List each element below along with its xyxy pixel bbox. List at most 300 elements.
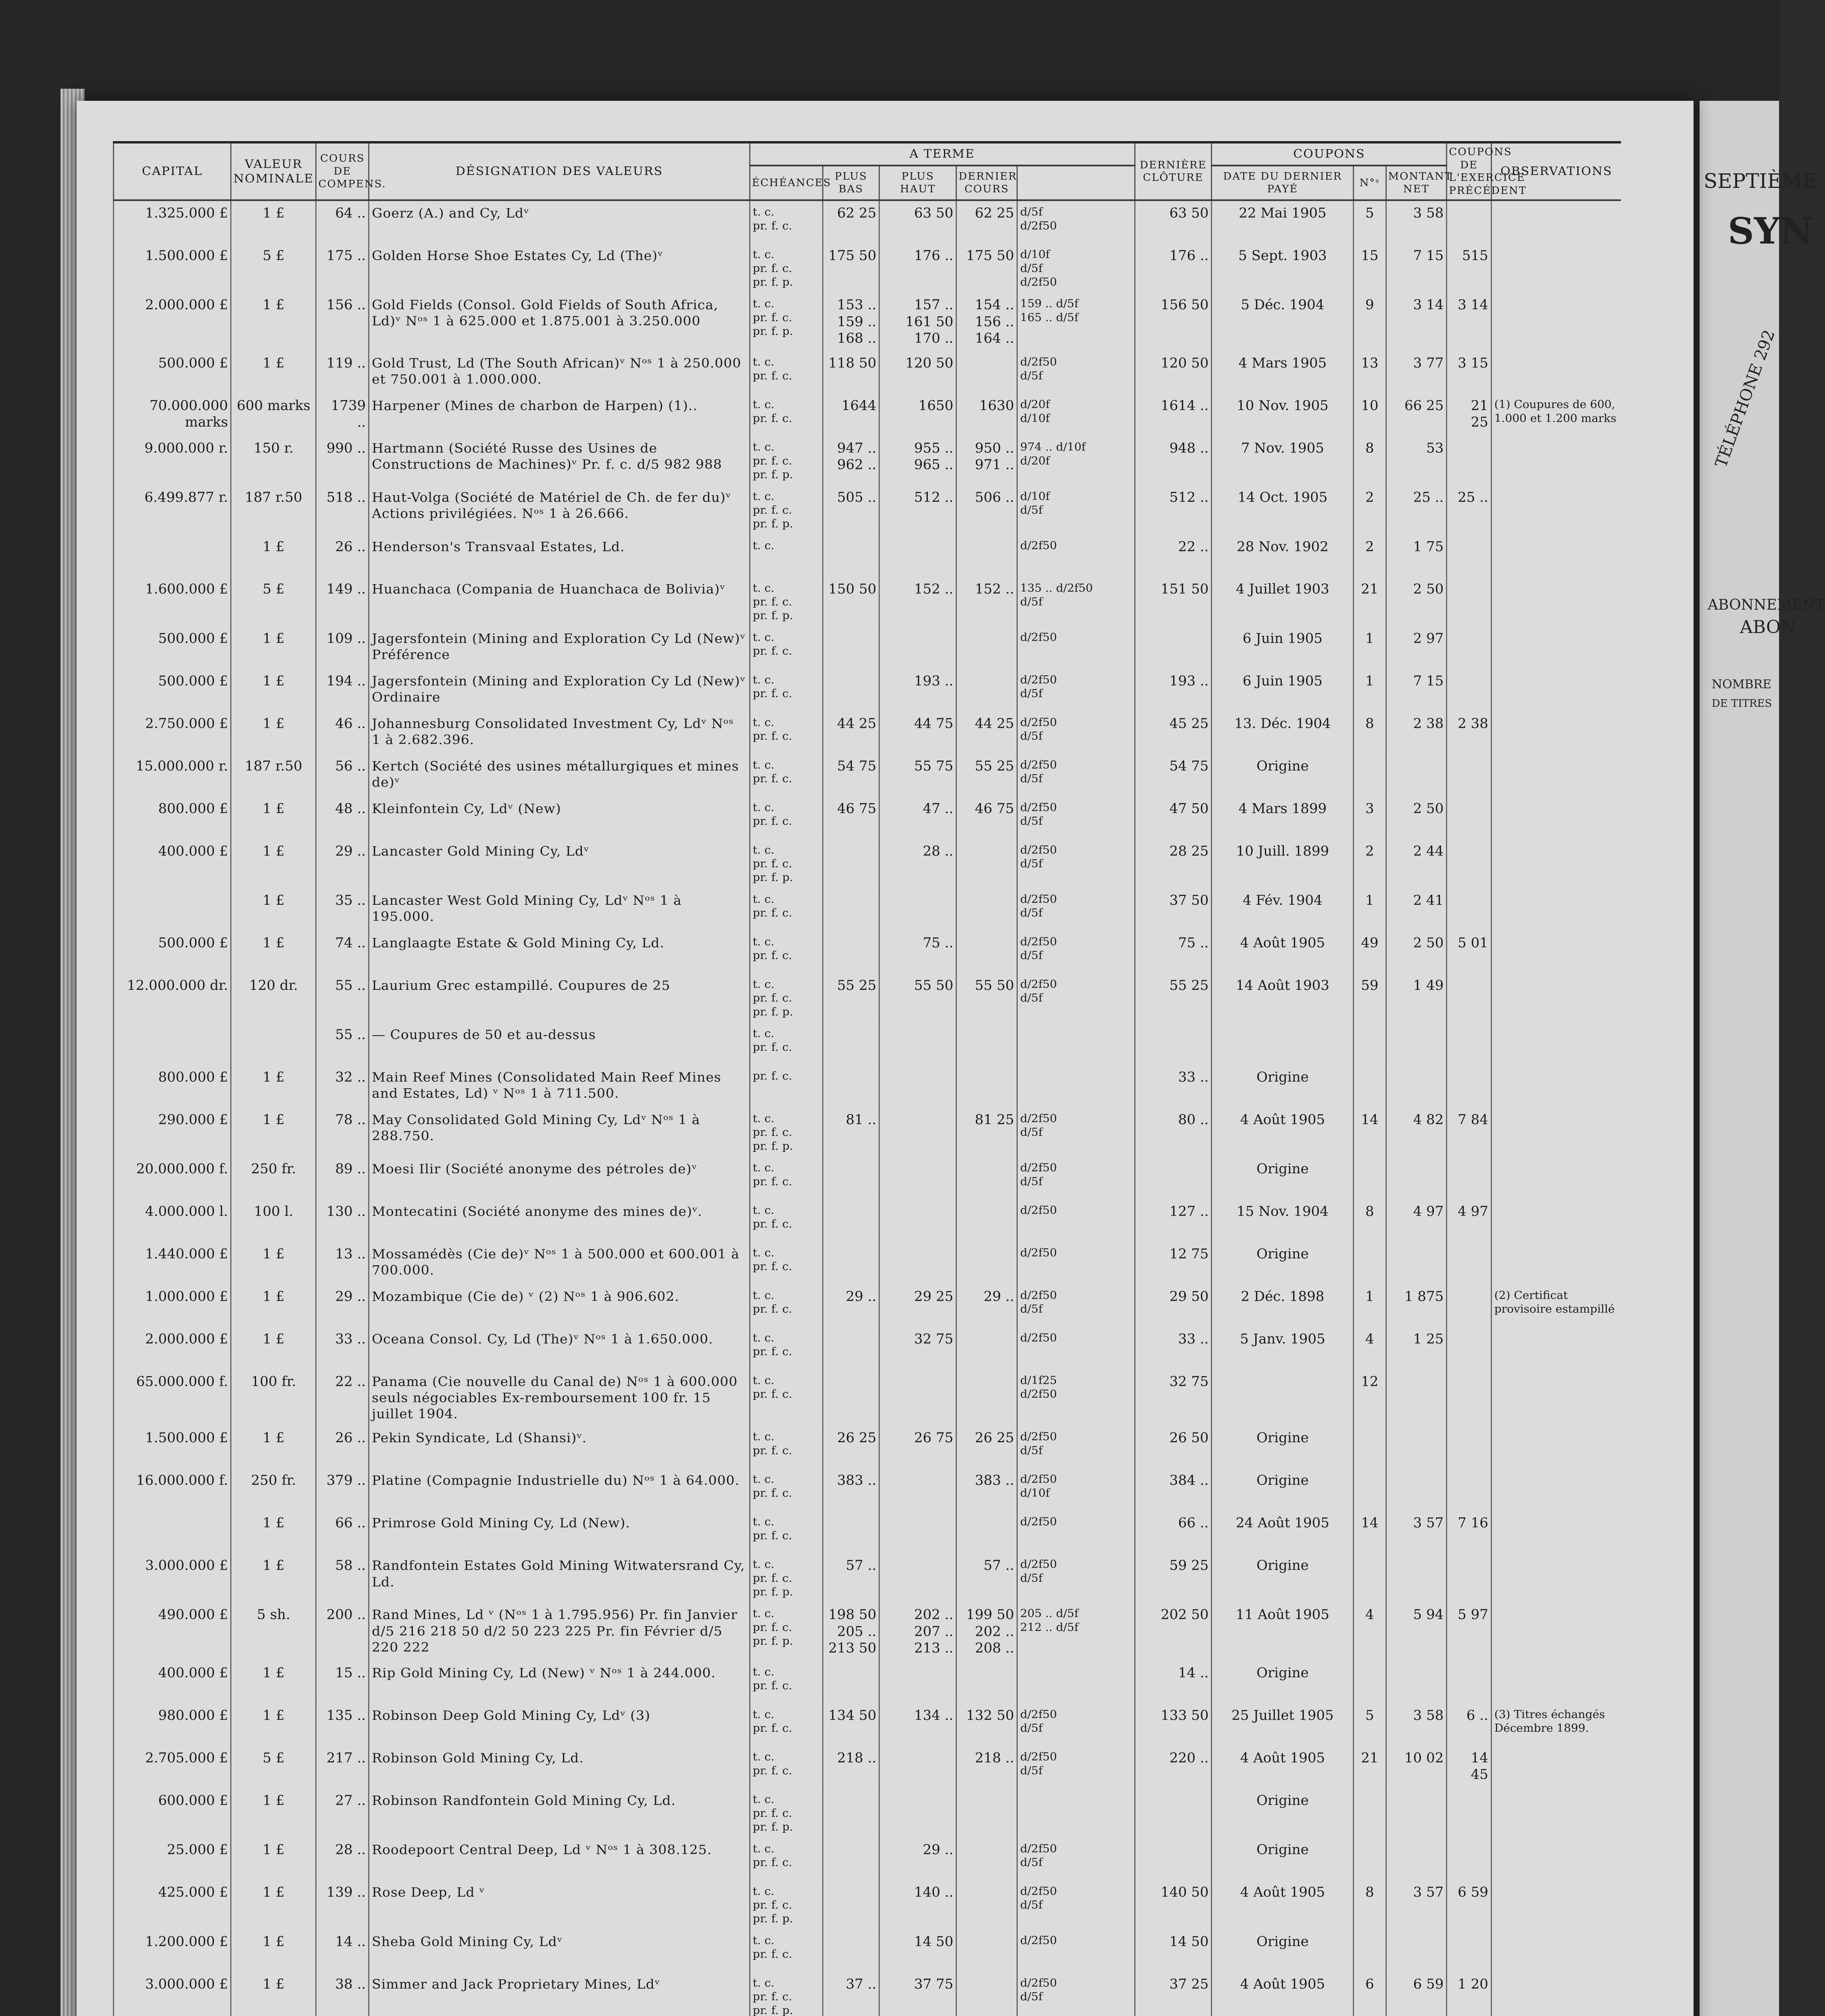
cell-montant: 6 59 xyxy=(1386,1972,1447,2016)
cell-cloture: 512 .. xyxy=(1135,485,1212,534)
cell-dernier xyxy=(956,1022,1017,1064)
cell-ech: t. c. xyxy=(750,534,823,577)
cell-no: 21 xyxy=(1354,577,1386,626)
cell-lp: d/2f50 d/10f xyxy=(1017,1468,1135,1511)
cell-prec xyxy=(1447,1327,1492,1369)
cell-montant xyxy=(1386,1426,1447,1468)
cell-cloture: 33 .. xyxy=(1135,1327,1212,1369)
cell-lp xyxy=(1017,1022,1135,1064)
cell-valeur: 150 r. xyxy=(231,436,316,485)
cell-date: 5 Déc. 1904 xyxy=(1212,293,1354,351)
cell-obs xyxy=(1491,669,1621,711)
cell-date: 5 Janv. 1905 xyxy=(1212,1327,1354,1369)
cell-ech: t. c. pr. f. c. xyxy=(750,669,823,711)
table-row xyxy=(114,1703,1621,1745)
cell-date: 28 Nov. 1902 xyxy=(1212,534,1354,577)
cell-cloture: 45 25 xyxy=(1135,711,1212,754)
cell-dernier xyxy=(956,888,1017,930)
cell-no: 49 xyxy=(1354,931,1386,973)
cell-lp: d/2f50 d/5f xyxy=(1017,669,1135,711)
cell-no: 10 xyxy=(1354,394,1386,436)
cell-prec xyxy=(1447,754,1492,796)
cell-prec xyxy=(1447,1284,1492,1327)
cell-haut xyxy=(879,1468,956,1511)
cell-bas xyxy=(823,1880,879,1929)
cell-date: 5 Sept. 1903 xyxy=(1212,244,1354,293)
cell-capital: 20.000.000 f. xyxy=(114,1156,231,1199)
cell-ech: t. c. pr. f. c. xyxy=(750,1661,823,1703)
cell-cloture: 120 50 xyxy=(1135,351,1212,393)
cell-cours: 89 .. xyxy=(316,1156,369,1199)
cell-designation: Mozambique (Cie de) ᵛ (2) Nᵒˢ 1 à 906.602. xyxy=(369,1284,750,1327)
cell-designation: Rip Gold Mining Cy, Ld (New) ᵛ Nᵒˢ 1 à 244.000. xyxy=(369,1661,750,1703)
cell-haut xyxy=(879,1746,956,1788)
cell-cours: 46 .. xyxy=(316,711,369,754)
cell-no: 8 xyxy=(1354,436,1386,485)
cell-bas: 37 .. xyxy=(823,1972,879,2016)
cell-date: 14 Oct. 1905 xyxy=(1212,485,1354,534)
cell-date: Origine xyxy=(1212,754,1354,796)
table-row xyxy=(114,244,1621,293)
cell-obs xyxy=(1491,1972,1621,2016)
cell-no xyxy=(1354,1065,1386,1107)
cell-lp: d/2f50 d/5f xyxy=(1017,1554,1135,1603)
cell-ech: t. c. pr. f. c. pr. f. p. xyxy=(750,293,823,351)
cell-valeur: 1 £ xyxy=(231,1284,316,1327)
cell-dernier: 81 25 xyxy=(956,1107,1017,1156)
cell-capital: 25.000 £ xyxy=(114,1837,231,1880)
cell-cloture: 133 50 xyxy=(1135,1703,1212,1745)
cell-no: 15 xyxy=(1354,244,1386,293)
cell-obs xyxy=(1491,1468,1621,1511)
cell-lp: d/10f d/5f d/2f50 xyxy=(1017,244,1135,293)
cell-obs: (2) Certificat provisoire estampillé xyxy=(1491,1284,1621,1327)
cell-obs xyxy=(1491,1107,1621,1156)
cell-capital xyxy=(114,1022,231,1064)
cell-ech: t. c. pr. f. c. pr. f. p. xyxy=(750,1880,823,1929)
cell-haut: 193 .. xyxy=(879,669,956,711)
cell-prec xyxy=(1447,436,1492,485)
cell-haut xyxy=(879,1661,956,1703)
cell-designation: Oceana Consol. Cy, Ld (The)ᵛ Nᵒˢ 1 à 1.650.000. xyxy=(369,1327,750,1369)
header-plus-bas: PLUS BAS xyxy=(823,166,879,200)
cell-haut xyxy=(879,1369,956,1426)
cell-prec xyxy=(1447,1426,1492,1468)
cell-no: 59 xyxy=(1354,973,1386,1022)
cell-prec xyxy=(1447,839,1492,888)
cell-valeur: 1 £ xyxy=(231,1426,316,1468)
cell-dernier xyxy=(956,1972,1017,2016)
cell-no xyxy=(1354,1241,1386,1284)
cell-lp: d/2f50 d/5f xyxy=(1017,754,1135,796)
cell-montant xyxy=(1386,754,1447,796)
cell-obs xyxy=(1491,1661,1621,1703)
cell-dernier xyxy=(956,1661,1017,1703)
cell-valeur: 1 £ xyxy=(231,1065,316,1107)
cell-prec xyxy=(1447,669,1492,711)
cell-lp: 205 .. d/5f 212 .. d/5f xyxy=(1017,1603,1135,1661)
cell-lp: d/2f50 xyxy=(1017,1511,1135,1553)
cell-montant xyxy=(1386,1788,1447,1837)
cell-haut: 140 .. xyxy=(879,1880,956,1929)
cell-date: Origine xyxy=(1212,1661,1354,1703)
cell-date: Origine xyxy=(1212,1241,1354,1284)
cell-haut xyxy=(879,1788,956,1837)
cell-capital: 9.000.000 r. xyxy=(114,436,231,485)
table-row xyxy=(114,1369,1621,1426)
table-row xyxy=(114,1511,1621,1553)
cell-dernier xyxy=(956,1880,1017,1929)
cell-obs xyxy=(1491,1156,1621,1199)
cell-cloture: 202 50 xyxy=(1135,1603,1212,1661)
cell-montant: 3 58 xyxy=(1386,1703,1447,1745)
cell-ech: t. c. pr. f. c. pr. f. p. xyxy=(750,244,823,293)
cell-designation: Haut-Volga (Société de Matériel de Ch. de fer du)ᵛ Actions privilégiées. Nᵒˢ 1 à 26.666. xyxy=(369,485,750,534)
cell-haut xyxy=(879,1022,956,1064)
cell-obs xyxy=(1491,1426,1621,1468)
cell-bas xyxy=(823,888,879,930)
cell-valeur: 1 £ xyxy=(231,200,316,244)
cell-lp: d/2f50 d/5f xyxy=(1017,1837,1135,1880)
cell-no: 21 xyxy=(1354,1746,1386,1788)
cell-bas xyxy=(823,1241,879,1284)
cell-valeur: 1 £ xyxy=(231,1554,316,1603)
cell-cours: 990 .. xyxy=(316,436,369,485)
cell-designation: Jagersfontein (Mining and Exploration Cy Ld (New)ᵛ Préférence xyxy=(369,626,750,669)
cell-montant: 1 75 xyxy=(1386,534,1447,577)
cell-obs xyxy=(1491,888,1621,930)
cell-cloture: 176 .. xyxy=(1135,244,1212,293)
cell-prec: 5 01 xyxy=(1447,931,1492,973)
cell-date: 22 Mai 1905 xyxy=(1212,200,1354,244)
cell-obs xyxy=(1491,1022,1621,1064)
cell-no xyxy=(1354,1022,1386,1064)
cell-cloture: 54 75 xyxy=(1135,754,1212,796)
cell-prec xyxy=(1447,1554,1492,1603)
cell-dernier: 46 75 xyxy=(956,796,1017,839)
cell-valeur: 1 £ xyxy=(231,888,316,930)
cell-ech: t. c. pr. f. c. xyxy=(750,1929,823,1972)
cell-date: 14 Août 1903 xyxy=(1212,973,1354,1022)
table-row xyxy=(114,711,1621,754)
cell-obs xyxy=(1491,626,1621,669)
cell-bas: 134 50 xyxy=(823,1703,879,1745)
cell-bas: 29 .. xyxy=(823,1284,879,1327)
cell-capital: 500.000 £ xyxy=(114,669,231,711)
next-page-line: SEPTIÈME xyxy=(1704,169,1817,193)
cell-date: 24 Août 1905 xyxy=(1212,1511,1354,1553)
cell-no: 8 xyxy=(1354,1880,1386,1929)
cell-prec: 7 84 xyxy=(1447,1107,1492,1156)
cell-dernier: 62 25 xyxy=(956,200,1017,244)
cell-valeur: 187 r.50 xyxy=(231,754,316,796)
cell-prec: 6 59 xyxy=(1447,1880,1492,1929)
cell-obs xyxy=(1491,485,1621,534)
cell-cours: 200 .. xyxy=(316,1603,369,1661)
header-cours: COURS DE COMPENS. xyxy=(316,142,369,200)
cell-montant xyxy=(1386,1241,1447,1284)
cell-haut: 1650 xyxy=(879,394,956,436)
cell-lp: d/2f50 d/5f xyxy=(1017,888,1135,930)
cell-designation: Gold Trust, Ld (The South African)ᵛ Nᵒˢ 1 à 250.000 et 750.001 à 1.000.000. xyxy=(369,351,750,393)
cell-ech: t. c. pr. f. c. xyxy=(750,1511,823,1553)
cell-lp xyxy=(1017,1661,1135,1703)
header-derniere-cloture: DERNIÈRE CLÔTURE xyxy=(1135,142,1212,200)
cell-obs xyxy=(1491,1241,1621,1284)
cell-montant: 1 875 xyxy=(1386,1284,1447,1327)
cell-valeur: 120 dr. xyxy=(231,973,316,1022)
cell-no: 14 xyxy=(1354,1107,1386,1156)
table-row xyxy=(114,394,1621,436)
cell-valeur: 1 £ xyxy=(231,1327,316,1369)
cell-obs xyxy=(1491,1746,1621,1788)
cell-designation: Robinson Deep Gold Mining Cy, Ldᵛ (3) xyxy=(369,1703,750,1745)
cell-bas: 62 25 xyxy=(823,200,879,244)
cell-lp: d/2f50 d/5f xyxy=(1017,1426,1135,1468)
cell-cloture xyxy=(1135,1788,1212,1837)
cell-lp: d/5f d/2f50 xyxy=(1017,200,1135,244)
cell-dernier: 26 25 xyxy=(956,1426,1017,1468)
cell-lp: d/2f50 d/5f xyxy=(1017,1880,1135,1929)
cell-montant: 7 15 xyxy=(1386,244,1447,293)
cell-bas xyxy=(823,534,879,577)
cell-obs xyxy=(1491,796,1621,839)
cell-montant: 4 82 xyxy=(1386,1107,1447,1156)
table-row xyxy=(114,1156,1621,1199)
cell-cloture: 140 50 xyxy=(1135,1880,1212,1929)
cell-ech: t. c. pr. f. c. xyxy=(750,1327,823,1369)
cell-haut: 152 .. xyxy=(879,577,956,626)
cell-obs xyxy=(1491,1065,1621,1107)
cell-cours: 518 .. xyxy=(316,485,369,534)
cell-valeur: 1 £ xyxy=(231,839,316,888)
cell-capital xyxy=(114,1511,231,1553)
cell-lp: d/2f50 xyxy=(1017,1327,1135,1369)
cell-cloture: 63 50 xyxy=(1135,200,1212,244)
cell-date: 15 Nov. 1904 xyxy=(1212,1199,1354,1241)
cell-bas xyxy=(823,1065,879,1107)
cell-prec: 515 xyxy=(1447,244,1492,293)
cell-ech: t. c. pr. f. c. xyxy=(750,754,823,796)
cell-valeur: 100 fr. xyxy=(231,1369,316,1426)
cell-lp: d/2f50 d/5f xyxy=(1017,931,1135,973)
cell-no xyxy=(1354,1468,1386,1511)
cell-haut xyxy=(879,1241,956,1284)
cell-lp: d/2f50 d/5f xyxy=(1017,1284,1135,1327)
cell-valeur: 1 £ xyxy=(231,1929,316,1972)
cell-capital: 290.000 £ xyxy=(114,1107,231,1156)
cell-ech: t. c. pr. f. c. xyxy=(750,351,823,393)
cell-designation: Laurium Grec estampillé. Coupures de 25 xyxy=(369,973,750,1022)
cell-haut: 176 .. xyxy=(879,244,956,293)
table-row xyxy=(114,669,1621,711)
cell-date: 4 Mars 1899 xyxy=(1212,796,1354,839)
cell-obs xyxy=(1491,293,1621,351)
cell-prec xyxy=(1447,973,1492,1022)
cell-capital: 1.500.000 £ xyxy=(114,244,231,293)
cell-date: 4 Fév. 1904 xyxy=(1212,888,1354,930)
cell-ech: t. c. pr. f. c. xyxy=(750,1199,823,1241)
next-page-line: TÉLÉPHONE 292 xyxy=(1712,327,1779,470)
table-body xyxy=(114,200,1621,2016)
cell-obs xyxy=(1491,436,1621,485)
cell-dernier xyxy=(956,669,1017,711)
cell-designation: Platine (Compagnie Industrielle du) Nᵒˢ 1 à 64.000. xyxy=(369,1468,750,1511)
cell-date: 4 Août 1905 xyxy=(1212,931,1354,973)
cell-valeur: 1 £ xyxy=(231,931,316,973)
cell-montant: 10 02 xyxy=(1386,1746,1447,1788)
cell-capital: 600.000 £ xyxy=(114,1788,231,1837)
cell-obs xyxy=(1491,1327,1621,1369)
cell-lp: d/10f d/5f xyxy=(1017,485,1135,534)
cell-cours: 149 .. xyxy=(316,577,369,626)
cell-valeur: 5 £ xyxy=(231,1746,316,1788)
header-plus-haut: PLUS HAUT xyxy=(879,166,956,200)
table-row xyxy=(114,200,1621,244)
cell-prec: 2 38 xyxy=(1447,711,1492,754)
cell-cloture: 22 .. xyxy=(1135,534,1212,577)
cell-capital: 65.000.000 f. xyxy=(114,1369,231,1426)
cell-prec: 7 16 xyxy=(1447,1511,1492,1553)
cell-cloture: 55 25 xyxy=(1135,973,1212,1022)
cell-bas: 153 .. 159 .. 168 .. xyxy=(823,293,879,351)
table-row xyxy=(114,1426,1621,1468)
cell-bas: 218 .. xyxy=(823,1746,879,1788)
cell-ech: t. c. pr. f. c. xyxy=(750,1369,823,1426)
cell-haut: 55 50 xyxy=(879,973,956,1022)
header-observations: OBSERVATIONS xyxy=(1491,142,1621,200)
cell-capital: 1.325.000 £ xyxy=(114,200,231,244)
cell-no: 1 xyxy=(1354,669,1386,711)
cell-cours: 175 .. xyxy=(316,244,369,293)
cell-designation: — Coupures de 50 et au-dessus xyxy=(369,1022,750,1064)
cell-obs xyxy=(1491,200,1621,244)
cell-designation: Moesi Ilir (Société anonyme des pétroles de)ᵛ xyxy=(369,1156,750,1199)
cell-cours: 139 .. xyxy=(316,1880,369,1929)
cell-bas: 55 25 xyxy=(823,973,879,1022)
cell-lp: d/2f50 d/5f xyxy=(1017,796,1135,839)
cell-date: 4 Mars 1905 xyxy=(1212,351,1354,393)
cell-obs xyxy=(1491,754,1621,796)
cell-haut: 134 .. xyxy=(879,1703,956,1745)
cell-valeur: 1 £ xyxy=(231,1511,316,1553)
cell-montant xyxy=(1386,1837,1447,1880)
cell-bas: 1644 xyxy=(823,394,879,436)
cell-dernier xyxy=(956,1241,1017,1284)
table-row xyxy=(114,1327,1621,1369)
cell-ech: t. c. pr. f. c. xyxy=(750,711,823,754)
cell-valeur: 1 £ xyxy=(231,1703,316,1745)
cell-montant: 2 50 xyxy=(1386,931,1447,973)
cell-valeur: 1 £ xyxy=(231,1972,316,2016)
cell-no: 5 xyxy=(1354,200,1386,244)
cell-designation: Lancaster Gold Mining Cy, Ldᵛ xyxy=(369,839,750,888)
cell-dernier: 950 .. 971 .. xyxy=(956,436,1017,485)
cell-bas xyxy=(823,669,879,711)
cell-obs xyxy=(1491,1511,1621,1553)
header-liquidation xyxy=(1017,166,1135,200)
cell-lp: d/2f50 d/5f xyxy=(1017,1746,1135,1788)
cell-ech: t. c. pr. f. c. xyxy=(750,1241,823,1284)
cell-haut: 202 .. 207 .. 213 .. xyxy=(879,1603,956,1661)
cell-valeur: 1 £ xyxy=(231,1661,316,1703)
cell-designation: Robinson Randfontein Gold Mining Cy, Ld. xyxy=(369,1788,750,1837)
cell-dernier: 55 50 xyxy=(956,973,1017,1022)
cell-ech: t. c. pr. f. c. xyxy=(750,1837,823,1880)
cell-valeur: 1 £ xyxy=(231,534,316,577)
cell-haut: 44 75 xyxy=(879,711,956,754)
cell-designation: Simmer and Jack Proprietary Mines, Ldᵛ xyxy=(369,1972,750,2016)
cell-cours: 78 .. xyxy=(316,1107,369,1156)
table-row xyxy=(114,1837,1621,1880)
cell-lp: d/2f50 d/5f xyxy=(1017,1107,1135,1156)
cell-no: 13 xyxy=(1354,351,1386,393)
next-page-line: SYN xyxy=(1728,210,1813,252)
cell-lp: d/2f50 d/5f xyxy=(1017,351,1135,393)
cell-montant: 7 15 xyxy=(1386,669,1447,711)
table-row xyxy=(114,931,1621,973)
cell-lp: d/20f d/10f xyxy=(1017,394,1135,436)
header-montant: MONTANT NET xyxy=(1386,166,1447,200)
cell-capital: 400.000 £ xyxy=(114,839,231,888)
cell-date: 7 Nov. 1905 xyxy=(1212,436,1354,485)
cell-dernier xyxy=(956,1156,1017,1199)
cell-bas: 198 50 205 .. 213 50 xyxy=(823,1603,879,1661)
header-echeances: ÉCHÉANCES xyxy=(750,166,823,200)
table-row xyxy=(114,1661,1621,1703)
cell-lp: d/2f50 d/5f xyxy=(1017,711,1135,754)
cell-cours: 58 .. xyxy=(316,1554,369,1603)
cell-montant xyxy=(1386,1156,1447,1199)
cell-haut xyxy=(879,888,956,930)
cell-cloture: 32 75 xyxy=(1135,1369,1212,1426)
cell-designation: Kleinfontein Cy, Ldᵛ (New) xyxy=(369,796,750,839)
cell-designation: Robinson Gold Mining Cy, Ld. xyxy=(369,1746,750,1788)
cell-capital: 4.000.000 l. xyxy=(114,1199,231,1241)
cell-capital: 2.000.000 £ xyxy=(114,293,231,351)
cell-haut xyxy=(879,1156,956,1199)
cell-obs xyxy=(1491,1369,1621,1426)
cell-dernier: 132 50 xyxy=(956,1703,1017,1745)
cell-capital: 1.200.000 £ xyxy=(114,1929,231,1972)
cell-cloture: 80 .. xyxy=(1135,1107,1212,1156)
cell-haut: 512 .. xyxy=(879,485,956,534)
cell-lp: d/2f50 xyxy=(1017,1199,1135,1241)
cell-date: 10 Nov. 1905 xyxy=(1212,394,1354,436)
cell-haut xyxy=(879,534,956,577)
cell-designation: Lancaster West Gold Mining Cy, Ldᵛ Nᵒˢ 1 à 195.000. xyxy=(369,888,750,930)
cell-no: 1 xyxy=(1354,1284,1386,1327)
cell-date: 6 Juin 1905 xyxy=(1212,626,1354,669)
cell-no: 5 xyxy=(1354,1703,1386,1745)
cell-cloture: 1614 .. xyxy=(1135,394,1212,436)
cell-valeur xyxy=(231,1022,316,1064)
cell-ech: pr. f. c. xyxy=(750,1065,823,1107)
cell-dernier: 218 .. xyxy=(956,1746,1017,1788)
table-row xyxy=(114,293,1621,351)
cell-prec: 5 97 xyxy=(1447,1603,1492,1661)
cell-obs xyxy=(1491,931,1621,973)
table-row xyxy=(114,1603,1621,1661)
cell-haut: 55 75 xyxy=(879,754,956,796)
table-row xyxy=(114,888,1621,930)
next-page-line: ABON xyxy=(1740,617,1796,637)
cell-cours: 15 .. xyxy=(316,1661,369,1703)
cell-cloture xyxy=(1135,1156,1212,1199)
cell-lp: d/2f50 xyxy=(1017,626,1135,669)
cell-no: 2 xyxy=(1354,534,1386,577)
cell-lp xyxy=(1017,1065,1135,1107)
